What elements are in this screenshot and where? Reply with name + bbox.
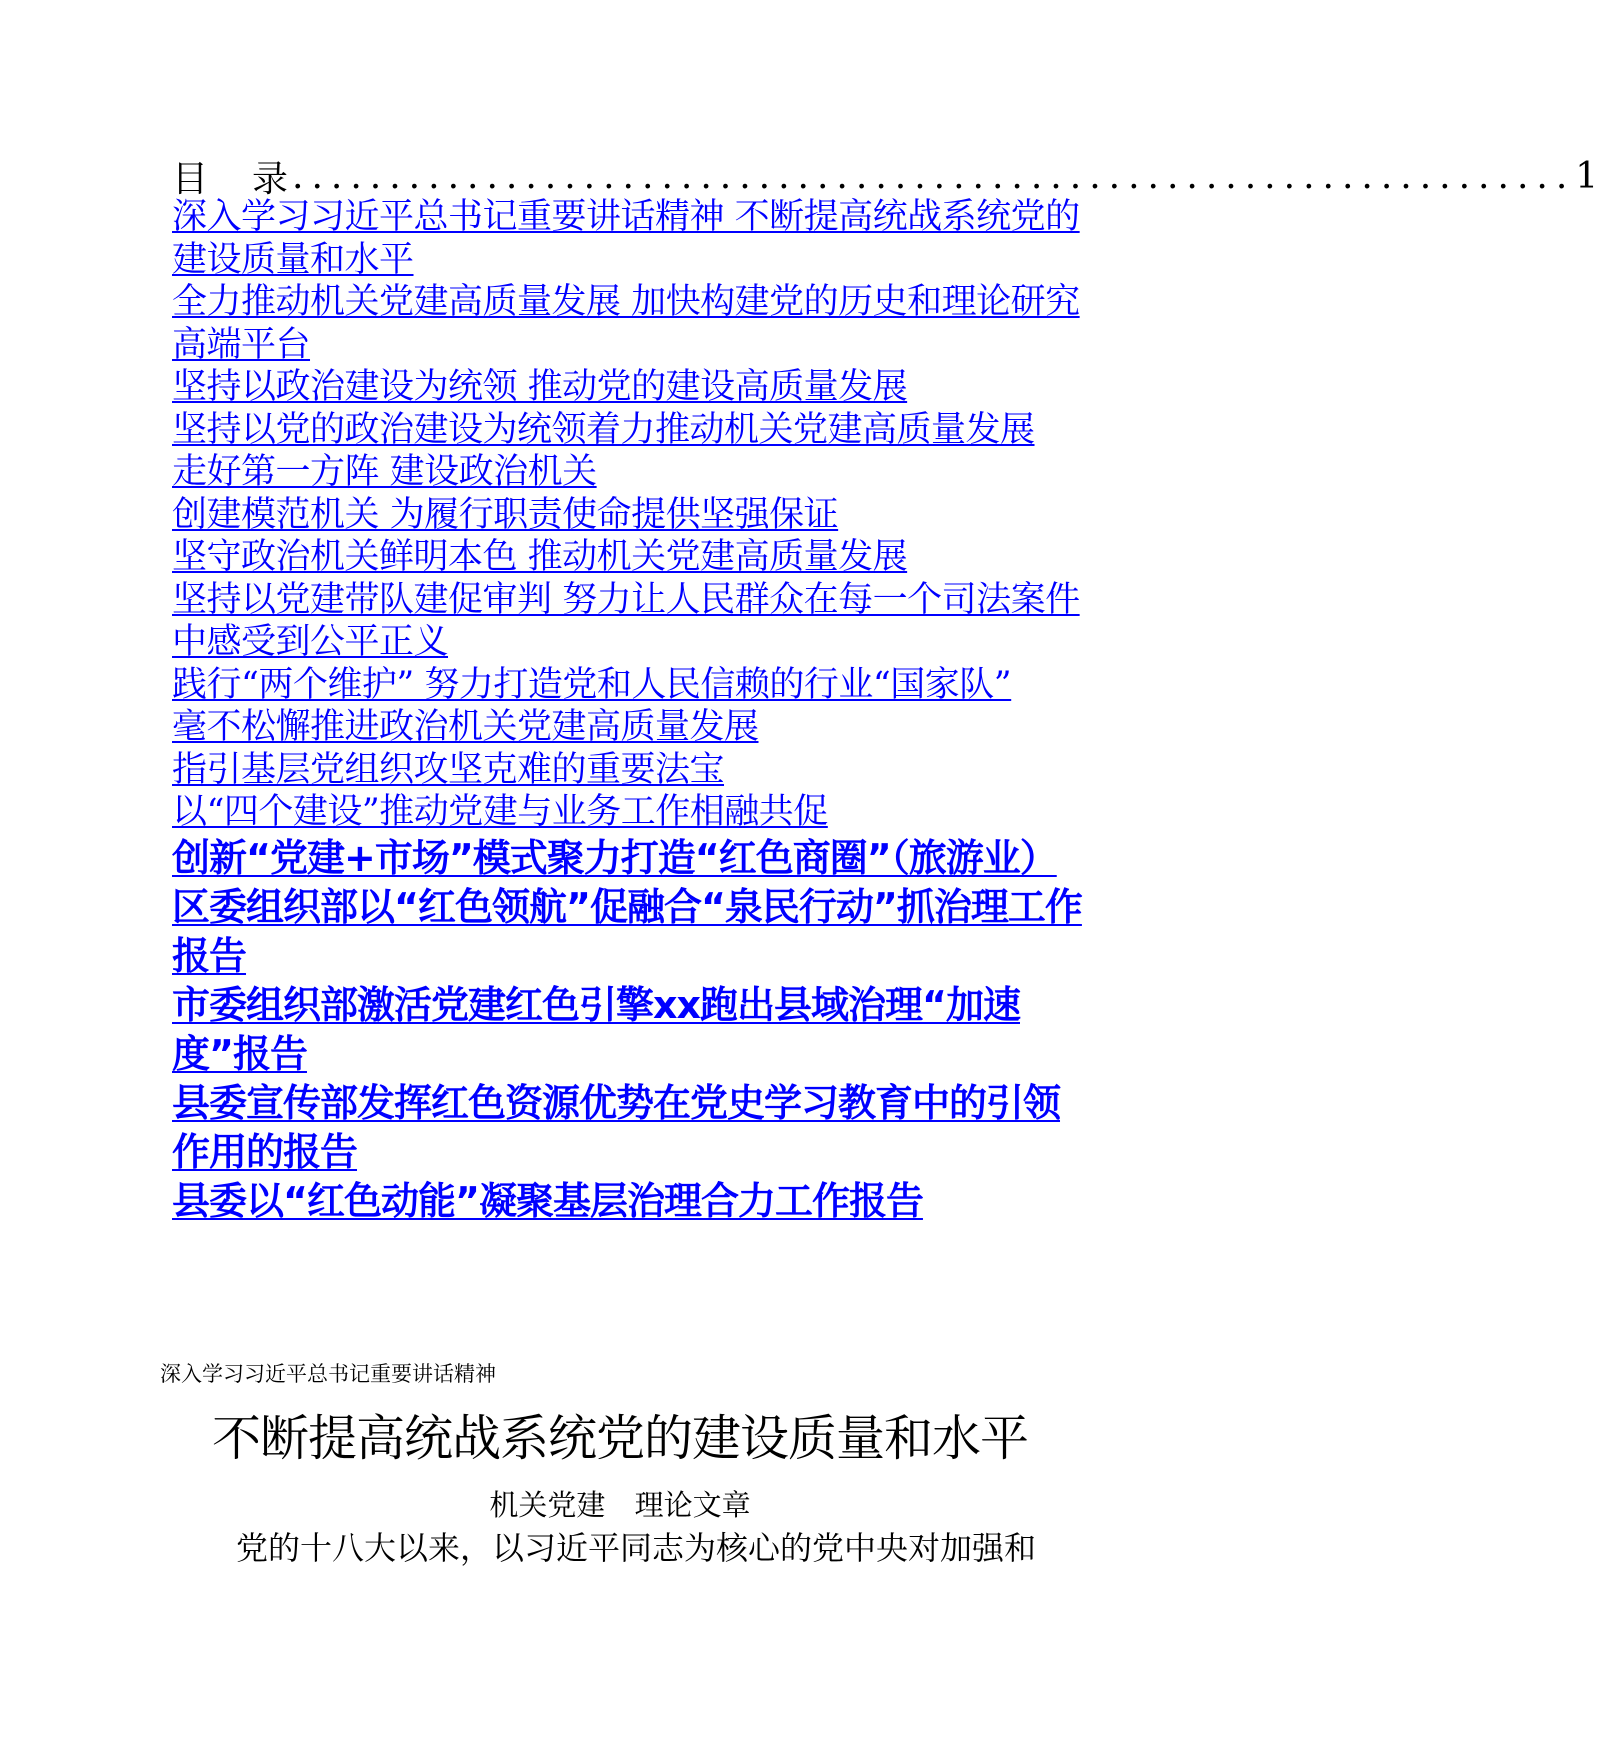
toc-link[interactable]: 坚持以党建带队建促审判 努力让人民群众在每一个司法案件中感受到公平正义 [172,579,1080,662]
toc-link[interactable]: 践行“两个维护” 努力打造党和人民信赖的行业“国家队” [172,664,1012,705]
toc-dot-leaders: .................................................................. [292,155,1576,197]
toc-link[interactable]: 指引基层党组织攻坚克难的重要法宝 [172,749,725,790]
toc-link[interactable]: 创建模范机关 为履行职责使命提供坚强保证 [172,494,839,535]
toc-link[interactable]: 以“四个建设”推动党建与业务工作相融共促 [172,792,828,832]
toc-link[interactable]: 创新“党建+市场”模式聚力打造“红色商圈”（旅游业） [172,835,1057,880]
toc-heading-line [172,150,1598,202]
toc-link[interactable]: 坚持以党的政治建设为统领着力推动机关党建高质量发展 [172,409,1035,450]
article-source: 机关党建 理论文章 [489,1488,751,1522]
toc-link[interactable]: 毫不松懈推进政治机关党建高质量发展 [172,707,759,747]
article-kicker: 深入学习习近平总书记重要讲话精神 [160,1362,496,1386]
toc-link[interactable]: 区委组织部以“红色领航”促融合“泉民行动”抓治理工作报告 [172,884,1082,978]
toc-link[interactable]: 县委以“红色动能”凝聚基层治理合力工作报告 [172,1178,923,1223]
toc-link[interactable]: 坚持以政治建设为统领 推动党的建设高质量发展 [172,367,908,407]
toc-link[interactable]: 县委宣传部发挥红色资源优势在党史学习教育中的引领作用的报告 [172,1080,1061,1174]
toc-link[interactable]: 深入学习习近平总书记重要讲话精神 不断提高统战系统党的建设质量和水平 [172,197,1080,280]
toc-page-number: 1 [1575,155,1598,197]
toc-link[interactable]: 坚守政治机关鲜明本色 推动机关党建高质量发展 [172,537,908,577]
article-title: 不断提高统战系统党的建设质量和水平 [211,1410,1028,1467]
toc-link[interactable]: 走好第一方阵 建设政治机关 [172,452,597,492]
toc-list [172,196,1094,1226]
article-first-line: 党的十八大以来，以习近平同志为核心的党中央对加强和 [236,1529,1037,1567]
toc-link[interactable]: 市委组织部激活党建红色引擎xx跑出县域治理“加速度”报告 [172,982,1020,1076]
toc-heading: 目 录 [172,158,293,200]
toc-link[interactable]: 全力推动机关党建高质量发展 加快构建党的历史和理论研究高端平台 [172,282,1080,365]
